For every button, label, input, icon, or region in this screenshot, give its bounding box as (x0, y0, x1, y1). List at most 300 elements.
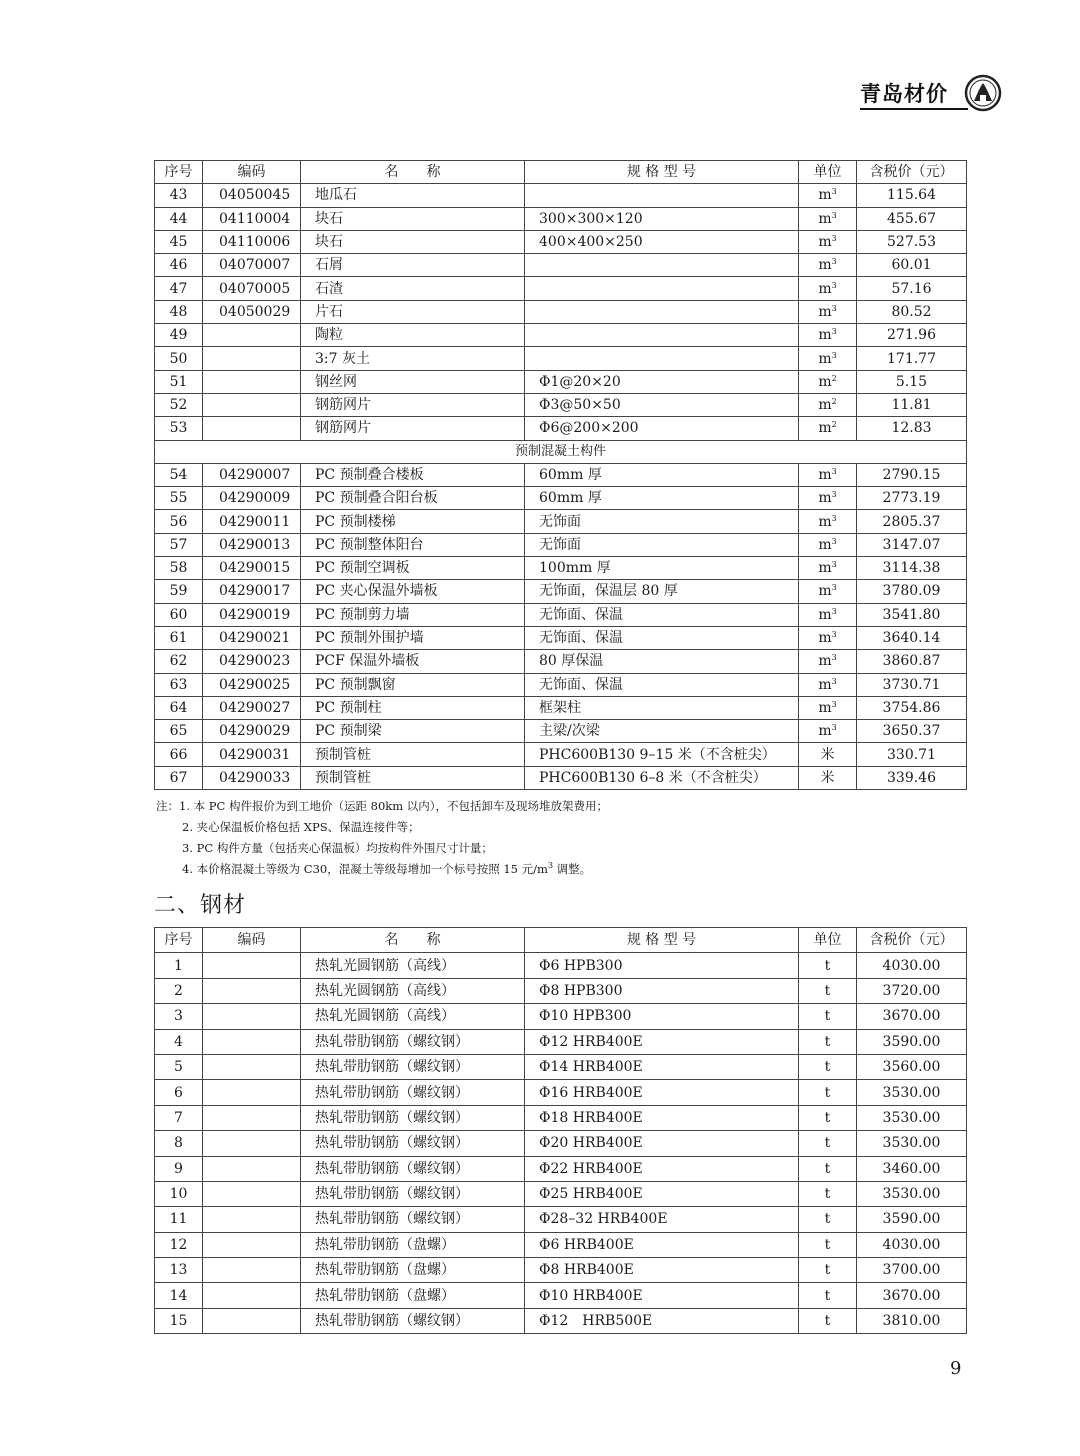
cell-unit (799, 230, 857, 253)
cell-spec-text: 80 厚保温 (539, 653, 604, 670)
cell-unit-text: t (824, 957, 831, 974)
cell-spec (525, 370, 799, 393)
col-header-name: 名 称 (301, 928, 525, 953)
table-row (155, 978, 967, 1003)
cell-code (203, 1131, 301, 1156)
cell-spec-text: Φ25 HRB400E (539, 1186, 643, 1203)
cell-code (203, 1156, 301, 1181)
col-header-spec: 规 格 型 号 (525, 928, 799, 953)
cell-name-text: PC 夹心保温外墙板 (315, 583, 438, 600)
cell-spec-text: 300×300×120 (539, 210, 643, 227)
cell-price (857, 953, 967, 978)
cell-price (857, 1054, 967, 1079)
cell-price-text: 3640.14 (882, 630, 941, 647)
cell-spec-text: 无饰面、保温 (539, 676, 623, 693)
cell-code (203, 696, 301, 719)
cell-spec (525, 1105, 799, 1130)
cell-unit-text: m (818, 699, 832, 716)
cell-spec (525, 1131, 799, 1156)
cell-price (857, 1232, 967, 1257)
table-row (155, 230, 967, 253)
cell-price-text: 4030.00 (882, 957, 941, 974)
cell-no (155, 533, 203, 556)
cell-no (155, 1308, 203, 1333)
cell-price (857, 393, 967, 416)
unit-superscript: 3 (831, 327, 837, 337)
cell-unit-text: t (824, 1313, 831, 1330)
cell-spec (525, 1308, 799, 1333)
cell-no-text: 2 (174, 982, 183, 999)
cell-name-text: PC 预制梁 (315, 723, 382, 740)
cell-code (203, 230, 301, 253)
cell-spec-text: Φ28–32 HRB400E (539, 1211, 668, 1228)
note-line (156, 859, 608, 880)
cell-unit (799, 184, 857, 207)
cell-code (203, 184, 301, 207)
cell-code-text: 04110006 (219, 234, 291, 251)
cell-spec (525, 300, 799, 323)
table-row (155, 557, 967, 580)
cell-no (155, 1181, 203, 1206)
cell-no (155, 300, 203, 323)
cell-code (203, 487, 301, 510)
cell-no (155, 487, 203, 510)
cell-no-text: 52 (169, 397, 188, 414)
cell-price-text: 3670.00 (882, 1008, 941, 1025)
cell-no (155, 557, 203, 580)
cell-no (155, 580, 203, 603)
cell-name-text: 热轧带肋钢筋（盘螺） (315, 1262, 455, 1279)
cell-spec (525, 1054, 799, 1079)
cell-unit (799, 1283, 857, 1308)
cell-spec (525, 1207, 799, 1232)
cell-name-text: 片石 (315, 303, 343, 320)
cell-price (857, 417, 967, 440)
cell-name-text: 热轧带肋钢筋（螺纹钢） (315, 1313, 469, 1330)
cell-unit (799, 254, 857, 277)
cell-name (301, 207, 525, 230)
table-row (155, 1004, 967, 1029)
cell-name-text: 热轧带肋钢筋（螺纹钢） (315, 1084, 469, 1101)
cell-unit-text: t (824, 982, 831, 999)
cell-no (155, 463, 203, 486)
cell-name-text: PC 预制整体阳台 (315, 536, 424, 553)
table-row (155, 650, 967, 673)
cell-no-text: 45 (169, 234, 188, 251)
col-header-unit: 单位 (799, 928, 857, 953)
cell-price (857, 1004, 967, 1029)
cell-name (301, 347, 525, 370)
cell-spec-text: Φ10 HPB300 (539, 1008, 632, 1025)
cell-unit (799, 1207, 857, 1232)
section-row (155, 440, 967, 463)
cell-price-text: 3700.00 (882, 1262, 941, 1279)
cell-price (857, 626, 967, 649)
cell-unit (799, 324, 857, 347)
cell-spec-text: Φ8 HRB400E (539, 1262, 634, 1279)
table-row (155, 626, 967, 649)
cell-code (203, 1029, 301, 1054)
cell-no (155, 207, 203, 230)
cell-spec (525, 254, 799, 277)
cell-unit (799, 487, 857, 510)
cell-spec-text: 无饰面、保温 (539, 606, 623, 623)
cell-name-text: 块石 (315, 210, 343, 227)
cell-no (155, 1004, 203, 1029)
cell-price-text: 57.16 (891, 280, 932, 297)
cell-price-text: 171.77 (887, 350, 936, 367)
cell-no-text: 56 (169, 513, 188, 530)
cell-name-text: PC 预制楼梯 (315, 513, 396, 530)
cell-no (155, 370, 203, 393)
cell-unit-text: m (818, 234, 832, 251)
note-superscript: 3 (547, 861, 554, 870)
cell-no-text: 48 (169, 303, 188, 320)
cell-spec (525, 1181, 799, 1206)
cell-code-text: 04290009 (219, 490, 291, 507)
cell-unit (799, 603, 857, 626)
cell-no-text: 6 (174, 1084, 183, 1101)
cell-code-text: 04050029 (219, 303, 291, 320)
cell-spec (525, 487, 799, 510)
cell-spec-text: Φ12 HRB400E (539, 1033, 643, 1050)
cell-price-text: 3541.80 (882, 606, 941, 623)
cell-name-text: 3:7 灰土 (315, 350, 370, 367)
cell-name-text: 热轧光圆钢筋（高线） (315, 982, 455, 999)
cell-price (857, 300, 967, 323)
cell-price-text: 330.71 (887, 746, 936, 763)
cell-unit (799, 1156, 857, 1181)
cell-name-text: PC 预制柱 (315, 699, 382, 716)
table-row (155, 510, 967, 533)
cell-code (203, 743, 301, 766)
cell-spec (525, 347, 799, 370)
unit-superscript: 3 (831, 536, 837, 546)
cell-name-text: PC 预制飘窗 (315, 676, 396, 693)
cell-code (203, 417, 301, 440)
cell-name-text: 石渣 (315, 280, 343, 297)
cell-unit-text: m (818, 187, 832, 204)
cell-name (301, 743, 525, 766)
cell-name (301, 978, 525, 1003)
cell-spec-text: 60mm 厚 (539, 490, 602, 507)
cell-code (203, 533, 301, 556)
cell-name (301, 370, 525, 393)
cell-unit (799, 393, 857, 416)
cell-code (203, 1004, 301, 1029)
cell-unit (799, 720, 857, 743)
cell-no-text: 53 (169, 420, 188, 437)
table-row (155, 1156, 967, 1181)
cell-price (857, 1156, 967, 1181)
cell-name (301, 393, 525, 416)
cell-no-text: 10 (169, 1186, 188, 1203)
cell-price-text: 3530.00 (882, 1084, 941, 1101)
table-row (155, 463, 967, 486)
cell-price-text: 2805.37 (882, 513, 941, 530)
cell-name-text: 热轧带肋钢筋（盘螺） (315, 1287, 455, 1304)
cell-code (203, 580, 301, 603)
cell-name-text: 陶粒 (315, 327, 343, 344)
cell-no-text: 9 (174, 1160, 183, 1177)
cell-spec-text: Φ12 HRB500E (539, 1313, 653, 1330)
cell-name-text: 热轧带肋钢筋（螺纹钢） (315, 1109, 469, 1126)
cell-spec (525, 533, 799, 556)
cell-code-text: 04070005 (219, 280, 291, 297)
unit-superscript: 3 (831, 630, 837, 640)
cell-name (301, 673, 525, 696)
cell-spec (525, 720, 799, 743)
cell-price-text: 3810.00 (882, 1313, 941, 1330)
cell-price (857, 720, 967, 743)
header-underline (860, 108, 968, 110)
cell-unit-text: m (818, 630, 832, 647)
cell-name (301, 953, 525, 978)
cell-name (301, 230, 525, 253)
cell-code-text: 04290031 (219, 746, 291, 763)
cell-code (203, 347, 301, 370)
cell-spec (525, 1232, 799, 1257)
cell-unit (799, 370, 857, 393)
cell-no (155, 184, 203, 207)
table-row (155, 300, 967, 323)
cell-price-text: 3147.07 (882, 536, 941, 553)
cell-name-text: 热轧带肋钢筋（盘螺） (315, 1236, 455, 1253)
cell-code (203, 370, 301, 393)
cell-price-text: 527.53 (887, 234, 936, 251)
table-row (155, 1080, 967, 1105)
table-row (155, 324, 967, 347)
cell-unit (799, 510, 857, 533)
cell-price (857, 978, 967, 1003)
unit-superscript: 3 (831, 280, 837, 290)
cell-price (857, 533, 967, 556)
unit-superscript: 2 (831, 397, 837, 407)
cell-name-text: 热轧带肋钢筋（螺纹钢） (315, 1211, 469, 1228)
cell-name (301, 510, 525, 533)
cell-price-text: 3530.00 (882, 1135, 941, 1152)
cell-price (857, 673, 967, 696)
cell-name (301, 1054, 525, 1079)
cell-spec-text: 100mm 厚 (539, 560, 611, 577)
cell-name (301, 417, 525, 440)
cell-name (301, 1258, 525, 1283)
cell-no (155, 1054, 203, 1079)
cell-spec (525, 603, 799, 626)
cell-price-text: 339.46 (887, 769, 936, 786)
cell-name-text: 热轧带肋钢筋（螺纹钢） (315, 1160, 469, 1177)
materials-table (154, 160, 967, 790)
table-row (155, 393, 967, 416)
cell-unit (799, 1181, 857, 1206)
cell-no-text: 67 (169, 769, 188, 786)
cell-no-text: 44 (169, 210, 188, 227)
cell-price-text: 271.96 (887, 327, 936, 344)
cell-no (155, 324, 203, 347)
cell-code (203, 1207, 301, 1232)
cell-code (203, 1105, 301, 1130)
cell-unit-text: m (818, 583, 832, 600)
cell-unit-text: t (824, 1236, 831, 1253)
cell-code (203, 254, 301, 277)
cell-price-text: 11.81 (891, 397, 932, 414)
cell-name (301, 533, 525, 556)
cell-price (857, 230, 967, 253)
cell-price (857, 487, 967, 510)
unit-superscript: 3 (831, 257, 837, 267)
cell-unit (799, 1131, 857, 1156)
cell-price (857, 1207, 967, 1232)
cell-price (857, 650, 967, 673)
cell-spec-text: PHC600B130 9–15 米（不含桩尖） (539, 746, 776, 763)
cell-unit (799, 1029, 857, 1054)
cell-code-text: 04050045 (219, 187, 291, 204)
cell-no-text: 61 (169, 630, 188, 647)
cell-unit-text: 米 (820, 769, 835, 786)
cell-spec (525, 696, 799, 719)
table-header-row (155, 928, 967, 953)
table-header-row (155, 161, 967, 184)
cell-spec-text: PHC600B130 6–8 米（不含桩尖） (539, 769, 767, 786)
cell-no-text: 4 (174, 1033, 183, 1050)
cell-name-text: 预制管桩 (315, 746, 371, 763)
cell-name (301, 324, 525, 347)
cell-code-text: 04290015 (219, 560, 291, 577)
cell-code (203, 393, 301, 416)
table-row (155, 1054, 967, 1079)
cell-no (155, 626, 203, 649)
cell-unit (799, 417, 857, 440)
note-line: 注：1. 本 PC 构件报价为到工地价（运距 80km 以内），不包括卸车及现场堆放架费用； (156, 799, 609, 813)
cell-name-text: PC 预制外围护墙 (315, 630, 424, 647)
cell-unit (799, 953, 857, 978)
unit-superscript: 3 (831, 350, 837, 360)
cell-unit-text: t (824, 1186, 831, 1203)
cell-name (301, 650, 525, 673)
cell-price (857, 463, 967, 486)
col-header-spec: 规 格 型 号 (525, 161, 799, 184)
cell-spec-text: 无饰面 (539, 536, 581, 553)
cell-price-text: 4030.00 (882, 1236, 941, 1253)
cell-name (301, 254, 525, 277)
cell-price-text: 3114.38 (882, 560, 941, 577)
cell-no-text: 58 (169, 560, 188, 577)
cell-name (301, 184, 525, 207)
cell-unit-text: m (818, 467, 832, 483)
cell-spec (525, 1283, 799, 1308)
cell-unit-text: m (818, 397, 832, 414)
cell-name-text: 钢筋网片 (315, 397, 371, 414)
cell-code (203, 650, 301, 673)
cell-spec (525, 557, 799, 580)
cell-spec (525, 417, 799, 440)
cell-code-text: 04290011 (219, 513, 291, 530)
cell-unit (799, 1258, 857, 1283)
cell-spec (525, 580, 799, 603)
cell-spec (525, 626, 799, 649)
cell-unit-text: m (818, 210, 832, 227)
cell-price-text: 3670.00 (882, 1287, 941, 1304)
cell-no-text: 11 (169, 1211, 188, 1228)
col-header-price: 含税价（元） (857, 928, 967, 953)
cell-price (857, 1283, 967, 1308)
table-row (155, 720, 967, 743)
cell-spec-text: 无饰面、保温 (539, 630, 623, 647)
cell-code-text: 04290017 (219, 583, 291, 600)
cell-price (857, 603, 967, 626)
cell-spec (525, 510, 799, 533)
unit-superscript: 3 (831, 699, 837, 709)
cell-name-text: 地瓜石 (315, 187, 357, 204)
cell-price (857, 347, 967, 370)
cell-no (155, 978, 203, 1003)
cell-no (155, 1131, 203, 1156)
note-line: 3. PC 构件方量（包括夹心保温板）均按构件外围尺寸计量； (182, 841, 493, 855)
unit-superscript: 3 (831, 653, 837, 663)
cell-unit-text: m (818, 560, 832, 577)
cell-code-text: 04290019 (219, 606, 291, 623)
cell-name (301, 580, 525, 603)
cell-unit-text: m (818, 490, 832, 507)
table-row (155, 277, 967, 300)
unit-superscript: 3 (831, 606, 837, 616)
cell-price (857, 766, 967, 789)
cell-code-text: 04290029 (219, 723, 291, 740)
table-row (155, 1029, 967, 1054)
cell-code (203, 207, 301, 230)
cell-no-text: 13 (169, 1262, 188, 1279)
cell-no (155, 673, 203, 696)
cell-no (155, 1258, 203, 1283)
cell-spec-text: 主梁/次梁 (539, 723, 600, 740)
unit-superscript: 2 (831, 373, 837, 383)
cell-name (301, 1207, 525, 1232)
cell-no-text: 46 (169, 257, 188, 274)
unit-superscript: 3 (831, 467, 837, 476)
cell-no (155, 1156, 203, 1181)
table-row (155, 1232, 967, 1257)
cell-price-text: 3560.00 (882, 1059, 941, 1076)
table-row (155, 743, 967, 766)
table-row (155, 696, 967, 719)
cell-no-text: 15 (169, 1313, 188, 1330)
cell-unit-text: m (818, 420, 832, 437)
cell-no-text: 64 (169, 699, 188, 716)
col-header-no: 序号 (155, 161, 203, 184)
cell-name (301, 1105, 525, 1130)
note-text: 4. 本价格混凝土等级为 C30，混凝土等级每增加一个标号按照 15 元/m (182, 862, 548, 876)
cell-price-text: 60.01 (891, 257, 932, 274)
cell-price-text: 3530.00 (882, 1186, 941, 1203)
cell-name (301, 1156, 525, 1181)
cell-name (301, 1232, 525, 1257)
cell-no-text: 54 (169, 467, 188, 483)
cell-spec-text: Φ20 HRB400E (539, 1135, 643, 1152)
cell-code-text: 04290021 (219, 630, 291, 647)
cell-name-text: 热轧带肋钢筋（螺纹钢） (315, 1033, 469, 1050)
cell-code-text: 04110004 (219, 210, 291, 227)
cell-price-text: 3730.71 (882, 676, 941, 693)
cell-code (203, 510, 301, 533)
cell-spec (525, 324, 799, 347)
cell-name (301, 463, 525, 486)
cell-unit (799, 277, 857, 300)
cell-code (203, 766, 301, 789)
table-row (155, 207, 967, 230)
steel-table (154, 927, 967, 1334)
cell-unit (799, 743, 857, 766)
cell-price-text: 3754.86 (882, 699, 941, 716)
